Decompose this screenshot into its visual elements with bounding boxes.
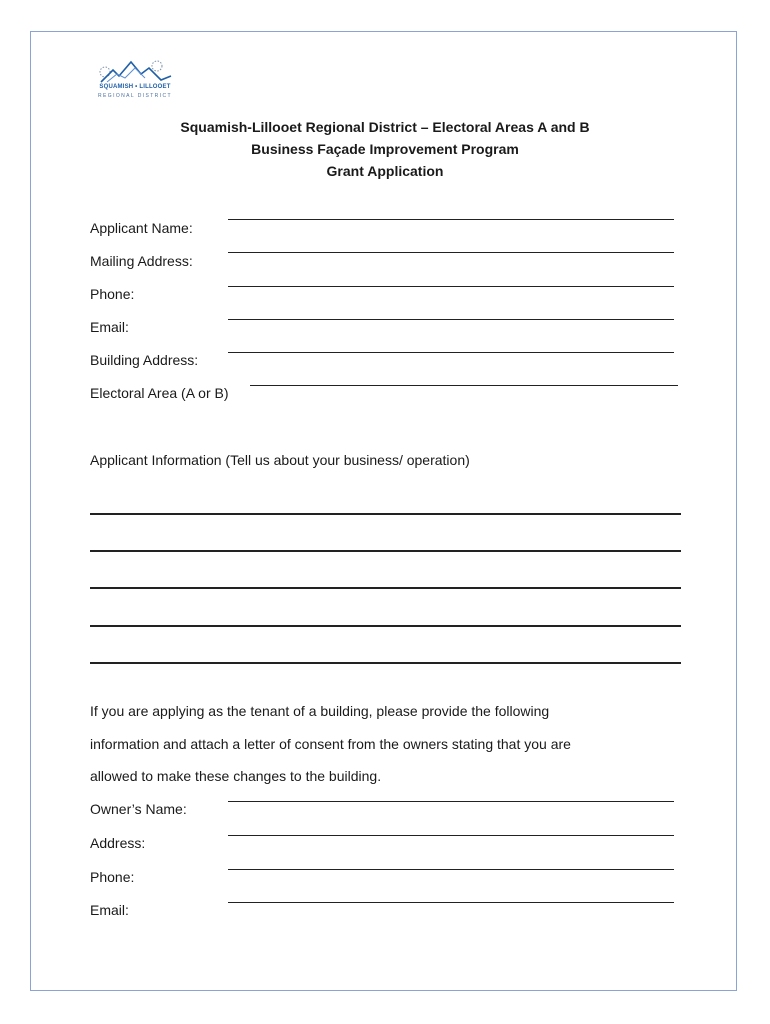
info-line-4[interactable] — [90, 625, 681, 627]
mailing-address-field[interactable] — [228, 252, 674, 253]
logo-name-text: SQUAMISH • LILLOOET — [99, 84, 171, 90]
applicant-name-label: Applicant Name: — [90, 220, 193, 236]
mountain-logo-icon — [95, 58, 175, 86]
owner-address-label: Address: — [90, 835, 146, 851]
tenant-instructions-line-2: information and attach a letter of consent from the owners stating that you are — [90, 736, 571, 752]
logo-sub-text: REGIONAL DISTRICT — [98, 93, 172, 99]
applicant-name-field[interactable] — [228, 219, 674, 220]
building-address-label: Building Address: — [90, 352, 199, 368]
page-title: Squamish-Lillooet Regional District – Electoral Areas A and B — [180, 119, 590, 135]
owner-email-field[interactable] — [228, 902, 674, 903]
slrd-logo — [95, 58, 177, 104]
phone-label: Phone: — [90, 286, 135, 302]
info-line-2[interactable] — [90, 550, 681, 552]
email-label: Email: — [90, 319, 129, 335]
applicant-info-title: Applicant Information (Tell us about your business/ operation) — [90, 452, 470, 468]
tenant-instructions-line-3: allowed to make these changes to the building. — [90, 768, 382, 784]
tenant-instructions-line-1: If you are applying as the tenant of a building, please provide the following — [90, 703, 550, 719]
email-field[interactable] — [228, 319, 674, 320]
electoral-area-field[interactable] — [250, 385, 678, 386]
mailing-address-label: Mailing Address: — [90, 253, 193, 269]
info-line-3[interactable] — [90, 587, 681, 589]
program-title: Business Façade Improvement Program — [251, 141, 519, 157]
info-line-1[interactable] — [90, 513, 681, 515]
owner-address-field[interactable] — [228, 835, 674, 836]
building-address-field[interactable] — [228, 352, 674, 353]
owner-name-field[interactable] — [228, 801, 674, 802]
info-line-5[interactable] — [90, 662, 681, 664]
electoral-area-label: Electoral Area (A or B) — [90, 385, 229, 401]
form-title: Grant Application — [326, 163, 444, 179]
owner-phone-field[interactable] — [228, 869, 674, 870]
owner-name-label: Owner’s Name: — [90, 801, 187, 817]
owner-phone-label: Phone: — [90, 869, 135, 885]
phone-field[interactable] — [228, 286, 674, 287]
owner-email-label: Email: — [90, 902, 129, 918]
